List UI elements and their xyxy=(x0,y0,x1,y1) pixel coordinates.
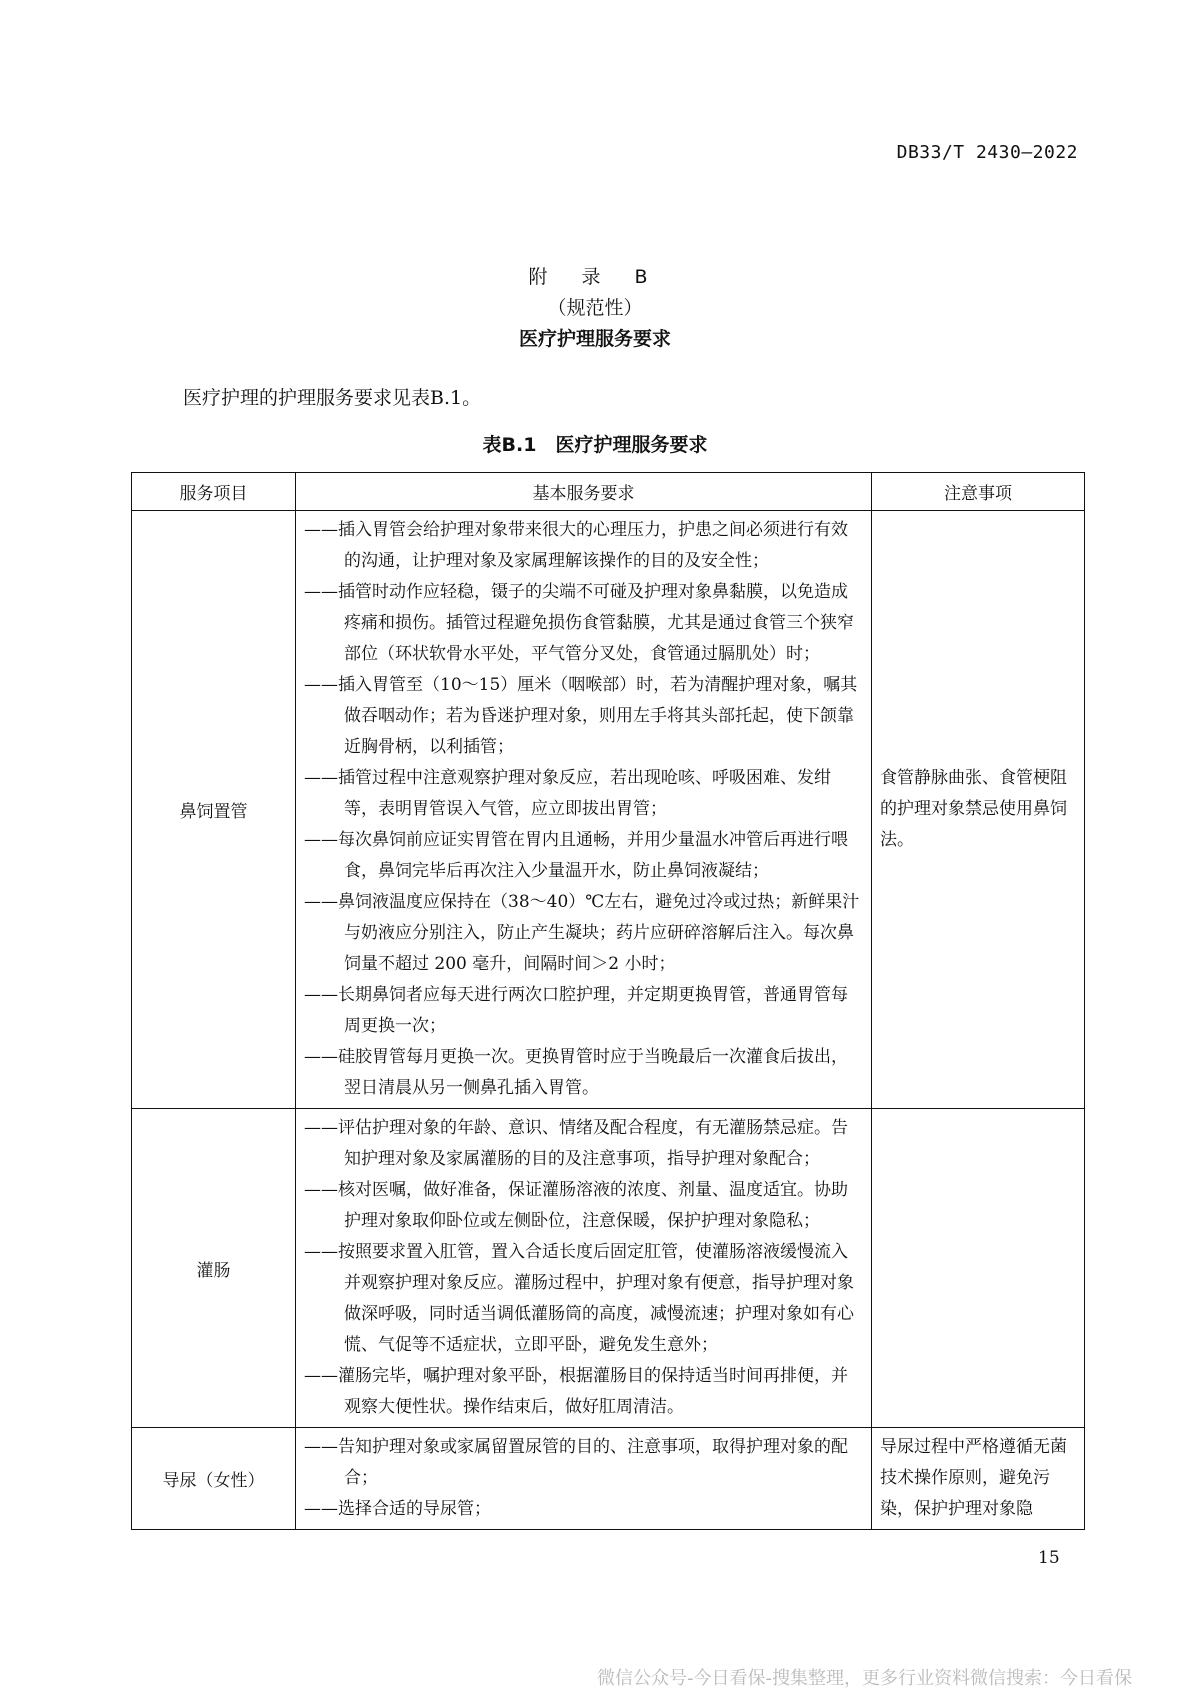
requirements-cell xyxy=(296,511,872,1109)
requirements-cell xyxy=(296,1428,872,1530)
requirement-item: ——灌肠完毕，嘱护理对象平卧，根据灌肠目的保持适当时间再排便，并观察大便性状。操作结束后，做好肛周清洁。 xyxy=(304,1366,848,1417)
page-number: 15 xyxy=(1038,1548,1060,1568)
service-item-cell: 灌肠 xyxy=(132,1109,296,1428)
requirements-cell xyxy=(296,1109,872,1428)
appendix-title: 医疗护理服务要求 xyxy=(518,328,671,350)
requirement-item: ——插入胃管会给护理对象带来很大的心理压力，护患之间必须进行有效的沟通，让护理对象及家属理解该操作的目的及安全性； xyxy=(304,520,848,571)
header-notes: 注意事项 xyxy=(872,473,1085,511)
table-row xyxy=(132,511,1085,1109)
table-row xyxy=(132,1428,1085,1530)
appendix-type: （规范性） xyxy=(547,297,643,319)
note-cell: 导尿过程中严格遵循无菌技术操作原则，避免污染，保护护理对象隐 xyxy=(872,1428,1085,1530)
requirement-item: ——评估护理对象的年龄、意识、情绪及配合程度，有无灌肠禁忌症。告知护理对象及家属灌肠的目的及注意事项，指导护理对象配合； xyxy=(304,1118,848,1169)
table-caption: 表B.1 医疗护理服务要求 xyxy=(482,434,708,456)
appendix-label: 附 录 B xyxy=(528,266,662,288)
requirement-item: ——插管时动作应轻稳，镊子的尖端不可碰及护理对象鼻黏膜，以免造成疼痛和损伤。插管过程避免损伤食管黏膜，尤其是通过食管三个狭窄部位（环状软骨水平处，平气管分叉处，食管通过膈肌处）时； xyxy=(304,582,854,664)
requirements-table xyxy=(131,472,1085,1530)
header-basic-requirements: 基本服务要求 xyxy=(296,473,872,511)
service-item-cell: 导尿（女性） xyxy=(132,1428,296,1530)
requirement-item: ——告知护理对象或家属留置尿管的目的、注意事项，取得护理对象的配合； xyxy=(304,1437,848,1488)
requirement-item: ——鼻饲液温度应保持在（38～40）℃左右，避免过冷或过热；新鲜果汁与奶液应分别注入，防止产生凝块；药片应研碎溶解后注入。每次鼻饲量不超过 200 毫升，间隔时间＞2 小时； xyxy=(304,892,860,974)
requirement-item: ——选择合适的导尿管； xyxy=(304,1499,491,1519)
header-service-item: 服务项目 xyxy=(132,473,296,511)
table-header-row xyxy=(132,473,1085,511)
service-item-cell: 鼻饲置管 xyxy=(132,511,296,1109)
intro-paragraph: 医疗护理的护理服务要求见表B.1。 xyxy=(183,387,482,409)
watermark-text: 微信公众号-今日看保-搜集整理，更多行业资料微信搜索：今日看保 xyxy=(597,1668,1132,1689)
requirement-item: ——核对医嘱，做好准备，保证灌肠溶液的浓度、剂量、温度适宜。协助护理对象取仰卧位或左侧卧位，注意保暖，保护护理对象隐私； xyxy=(304,1180,848,1231)
requirement-item: ——按照要求置入肛管，置入合适长度后固定肛管，使灌肠溶液缓慢流入并观察护理对象反应。灌肠过程中，护理对象有便意，指导护理对象做深呼吸，同时适当调低灌肠筒的高度，减慢流速；护理对象如有心慌、气促等不适症状，立即平卧，避免发生意外； xyxy=(304,1242,854,1355)
note-cell xyxy=(872,1109,1085,1428)
table-row xyxy=(132,1109,1085,1428)
requirement-item: ——插管过程中注意观察护理对象反应，若出现呛咳、呼吸困难、发绀等，表明胃管误入气管，应立即拔出胃管； xyxy=(304,768,831,819)
requirement-item: ——硅胶胃管每月更换一次。更换胃管时应于当晚最后一次灌食后拔出，翌日清晨从另一侧鼻孔插入胃管。 xyxy=(304,1047,848,1098)
requirement-item: ——每次鼻饲前应证实胃管在胃内且通畅，并用少量温水冲管后再进行喂食，鼻饲完毕后再次注入少量温开水，防止鼻饲液凝结； xyxy=(304,830,848,881)
note-cell: 食管静脉曲张、食管梗阻的护理对象禁忌使用鼻饲法。 xyxy=(872,511,1085,1109)
requirement-item: ——长期鼻饲者应每天进行两次口腔护理，并定期更换胃管，普通胃管每周更换一次； xyxy=(304,985,848,1036)
requirement-item: ——插入胃管至（10～15）厘米（咽喉部）时，若为清醒护理对象，嘱其做吞咽动作；若为昏迷护理对象，则用左手将其头部托起，使下颌靠近胸骨柄，以利插管； xyxy=(304,675,858,757)
standard-code: DB33/T 2430—2022 xyxy=(896,142,1078,163)
